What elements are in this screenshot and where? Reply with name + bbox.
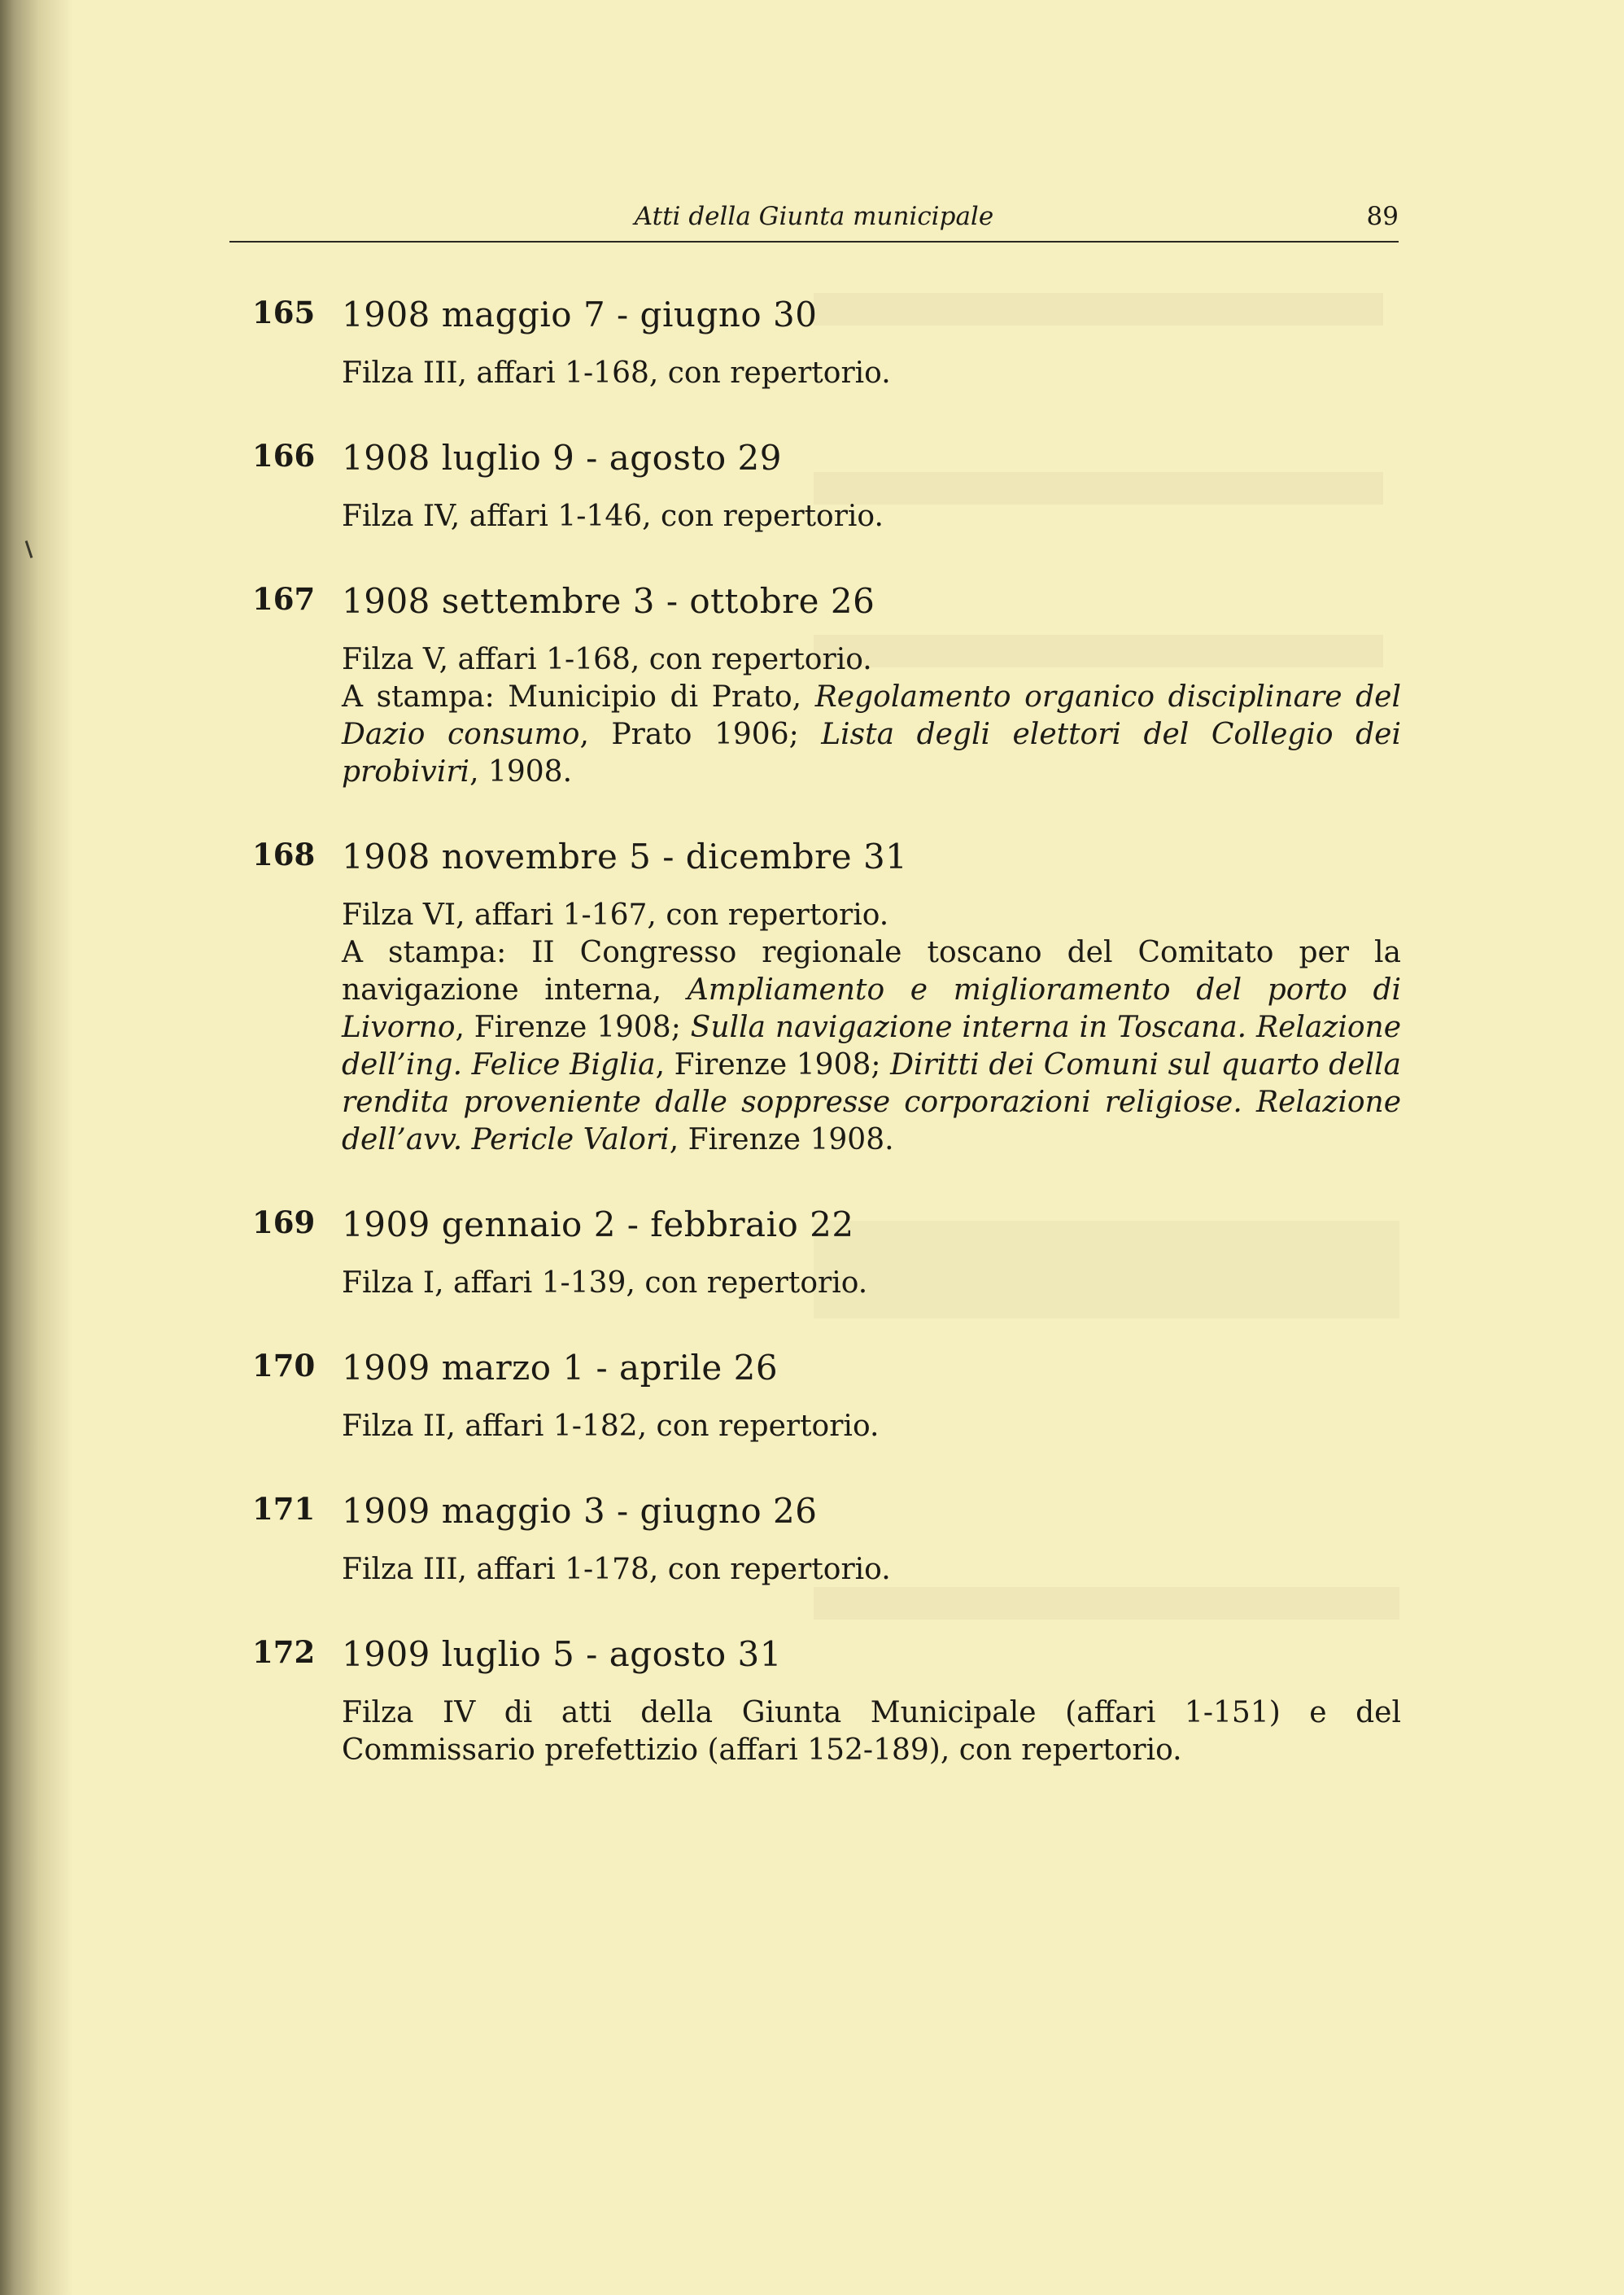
entry-date: 1909 gennaio 2 - febbraio 22: [342, 1204, 854, 1244]
entry-167: [252, 578, 1408, 791]
page-header: [229, 199, 1399, 243]
entry-number: 169: [252, 1204, 316, 1240]
entry-number: 167: [252, 581, 316, 617]
print-reference: A stampa: II Congresso regionale toscano del Comitato per la navigazione interna, Ampliamento e miglioramento del porto di Livorno, Firenze 1908; Sulla navigazione interna in Toscana. Relazione dell’ing. Felice Biglia, Firenze 1908; Diritti dei Comuni sul quarto della rendita proveniente dalle soppresse corporazioni religiose. Relazione dell’avv. Pericle Valori, Firenze 1908.: [342, 936, 1401, 1156]
entry-description-line: Filza V, affari 1-168, con repertorio.: [342, 643, 872, 676]
entry-169: [252, 1201, 1408, 1302]
entry-number: 171: [252, 1491, 316, 1527]
print-reference: A stampa: Municipio di Prato, Regolamento organico disciplinare del Dazio consumo, Prato 1906; Lista degli elettori del Collegio dei probiviri, 1908.: [342, 680, 1402, 789]
publication-title: Lista degli elettori del Collegio dei probiviri: [342, 718, 1401, 789]
page-binding-shadow: [0, 0, 73, 2295]
entry-date: 1908 luglio 9 - agosto 29: [342, 438, 782, 478]
entry-166: [252, 435, 1408, 536]
entry-date: 1909 luglio 5 - agosto 31: [342, 1634, 782, 1674]
entry-170: [252, 1344, 1408, 1445]
page-number: 89: [1366, 202, 1399, 231]
entry-168: [252, 833, 1408, 1159]
entry-number: 172: [252, 1634, 316, 1670]
publication-title: Regolamento organico disciplinare del Dazio consumo: [342, 680, 1402, 751]
entry-date: 1909 marzo 1 - aprile 26: [342, 1348, 779, 1388]
entry-description-line: Filza IV, affari 1-146, con repertorio.: [342, 500, 884, 533]
entry-date: 1908 novembre 5 - dicembre 31: [342, 837, 908, 876]
entry-165: [252, 291, 1408, 392]
publication-title: Diritti dei Comuni sul quarto della rendita proveniente dalle soppresse corporazioni religiose. Relazione dell’avv. Pericle Valori: [342, 1048, 1401, 1156]
entry-description-line: Filza I, affari 1-139, con repertorio.: [342, 1266, 868, 1300]
entry-description-line: Filza II, affari 1-182, con repertorio.: [342, 1410, 880, 1443]
entry-number: 165: [252, 295, 316, 330]
entry-description: [342, 1408, 1401, 1445]
entry-date: 1909 maggio 3 - giugno 26: [342, 1491, 818, 1531]
entries-list: [252, 291, 1408, 1812]
publication-title: Ampliamento e miglioramento del porto di Livorno: [342, 973, 1401, 1044]
entry-description-line: Filza VI, affari 1-167, con repertorio.: [342, 898, 889, 932]
entry-description: [342, 897, 1401, 1159]
entry-number: 170: [252, 1348, 316, 1384]
entry-description: [342, 1694, 1401, 1769]
entry-date: 1908 maggio 7 - giugno 30: [342, 295, 818, 334]
entry-description-line: Filza IV di atti della Giunta Municipale (affari 1-151) e del Commissario prefettizio (affari 152-189), con repertorio.: [342, 1696, 1401, 1767]
entry-description: [342, 1551, 1401, 1589]
entry-172: [252, 1631, 1408, 1769]
entry-date: 1908 settembre 3 - ottobre 26: [342, 581, 875, 621]
publication-title: Sulla navigazione interna in Toscana. Relazione dell’ing. Felice Biglia: [342, 1011, 1401, 1082]
entry-description-line: Filza III, affari 1-178, con repertorio.: [342, 1553, 891, 1586]
entry-description-line: Filza III, affari 1-168, con repertorio.: [342, 356, 891, 390]
entry-number: 166: [252, 438, 316, 474]
running-title: Atti della Giunta municipale: [634, 202, 994, 231]
entry-number: 168: [252, 837, 316, 872]
entry-description: [342, 641, 1401, 791]
entry-description: [342, 498, 1401, 536]
entry-171: [252, 1488, 1408, 1589]
entry-description: [342, 1265, 1401, 1302]
entry-description: [342, 355, 1401, 392]
